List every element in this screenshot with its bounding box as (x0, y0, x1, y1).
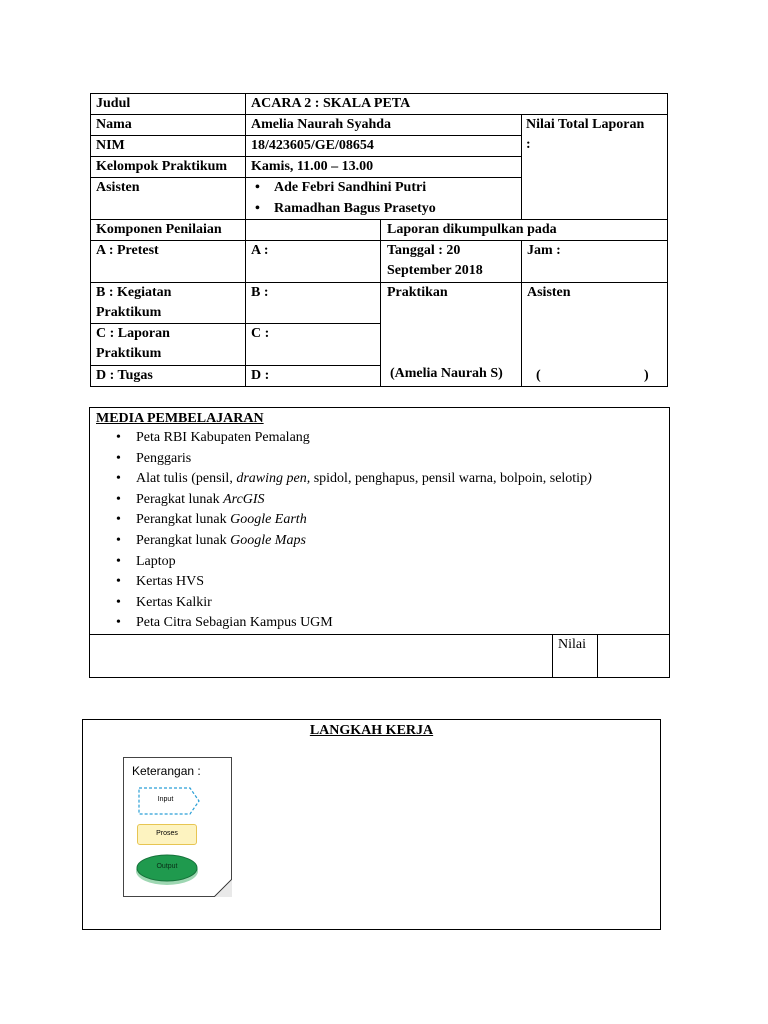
legend-title: Keterangan : (132, 764, 201, 778)
list-item-text: Peta Citra Sebagian Kampus UGM (136, 615, 333, 631)
media-table (89, 407, 670, 678)
laporan-value: C : (251, 326, 270, 341)
praktikan-name: (Amelia Naurah S) (390, 366, 503, 381)
kegiatan-label-1: B : Kegiatan (96, 285, 172, 300)
list-item-text: Laptop (136, 553, 176, 569)
asisten-bullet-2: • (255, 201, 260, 216)
laporan-label-1: C : Laporan (96, 326, 170, 341)
list-item (116, 613, 592, 634)
kegiatan-label-2: Praktikum (96, 305, 162, 320)
list-item (116, 552, 592, 573)
asisten-label: Asisten (96, 180, 140, 195)
rule (90, 93, 91, 387)
list-item-text: Peta RBI Kabupaten Pemalang (136, 430, 310, 445)
rule (521, 240, 522, 387)
list-item-em: drawing pen, (236, 471, 311, 487)
page-fold-icon (214, 879, 232, 897)
rule (597, 634, 598, 678)
laporan-label-2: Praktikum (96, 346, 162, 361)
nilai-total-colon: : (526, 137, 531, 152)
list-item (116, 593, 592, 614)
list-item-text: Kertas HVS (136, 574, 205, 590)
list-item-text: Perangkat lunak (136, 512, 231, 528)
list-item (116, 510, 592, 531)
list-item (116, 531, 592, 552)
list-item-em: ) (587, 471, 592, 487)
komponen-label: Komponen Penilaian (96, 222, 222, 237)
tanggal-line-2: September 2018 (387, 263, 483, 278)
list-item-text: Kertas Kalkir (136, 594, 212, 610)
output-shape-icon (134, 853, 200, 887)
proses-label: Proses (156, 830, 178, 837)
nilai-label: Nilai (558, 637, 586, 652)
rule (90, 386, 668, 387)
nim-label: NIM (96, 138, 125, 153)
nama-label: Nama (96, 117, 132, 132)
rule (90, 282, 668, 283)
list-item-text: Perangkat lunak (136, 532, 231, 548)
input-label: Input (157, 796, 174, 803)
pretest-value: A : (251, 243, 269, 258)
asisten-bullet-1: • (255, 180, 260, 195)
langkah-title: LANGKAH KERJA (309, 723, 434, 738)
list-item-em: ArcGIS (223, 491, 265, 507)
judul-value: ACARA 2 : SKALA PETA (251, 96, 411, 111)
list-item-text: Alat tulis (pensil, (136, 471, 237, 487)
output-label: Output (156, 863, 178, 870)
media-list (116, 428, 592, 634)
nama-value: Amelia Naurah Syahda (251, 117, 392, 132)
tanggal-line-1: Tanggal : 20 (387, 243, 461, 258)
list-item-text: spidol, penghapus, pensil warna, bolpoin, selotip (310, 471, 588, 487)
list-item (116, 572, 592, 593)
list-item-text: Penggaris (136, 450, 192, 466)
list-item (116, 490, 592, 511)
list-item-em: Google Maps (230, 532, 306, 548)
rule (245, 93, 246, 387)
asisten-name-2: Ramadhan Bagus Prasetyo (274, 201, 436, 216)
kelompok-value: Kamis, 11.00 – 13.00 (251, 159, 374, 174)
laporan-dikumpulkan-label: Laporan dikumpulkan pada (387, 222, 557, 237)
list-item (116, 449, 592, 470)
kegiatan-value: B : (251, 285, 269, 300)
asisten-sign-open: ( (536, 368, 541, 383)
list-item (116, 469, 592, 490)
rule (667, 93, 668, 387)
tugas-value: D : (251, 368, 270, 383)
pretest-label: A : Pretest (96, 243, 159, 258)
info-table (90, 93, 668, 387)
asisten-sign-close: ) (644, 368, 649, 383)
rule (521, 114, 522, 219)
judul-label: Judul (96, 96, 131, 111)
list-item-em: Google Earth (230, 512, 307, 528)
rule (90, 240, 668, 241)
asisten-sign-label: Asisten (527, 285, 571, 300)
nilai-total-label: Nilai Total Laporan (526, 117, 645, 132)
list-item (116, 428, 592, 449)
asisten-name-1: Ade Febri Sandhini Putri (274, 180, 427, 195)
tugas-label: D : Tugas (96, 368, 153, 383)
jam-label: Jam : (527, 243, 561, 258)
rule (380, 219, 381, 387)
nim-value: 18/423605/GE/08654 (251, 138, 374, 153)
praktikan-label: Praktikan (387, 285, 448, 300)
legend-box (123, 757, 232, 897)
list-item-text: Peragkat lunak (136, 491, 224, 507)
langkah-kerja-box (82, 719, 661, 930)
rule (552, 634, 553, 678)
media-title: MEDIA PEMBELAJARAN (96, 411, 264, 426)
kelompok-label: Kelompok Praktikum (96, 159, 228, 174)
